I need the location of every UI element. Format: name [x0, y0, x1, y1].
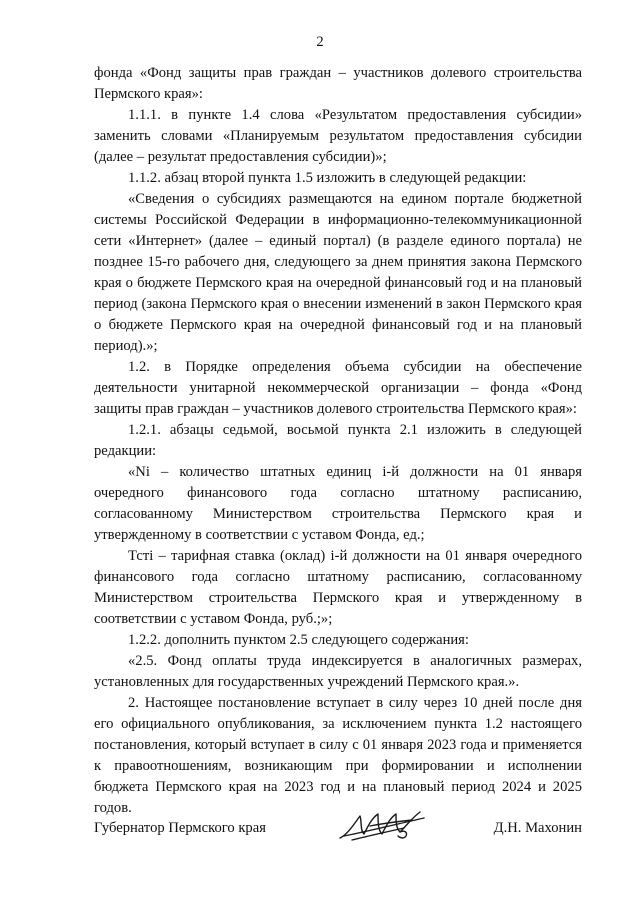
page-number: 2 [316, 34, 324, 50]
paragraph: «Ni – количество штатных единиц i-й должности на 01 января очередного финансового года согласно штатному расписанию, согласованному Министерством строительства Пермского края и утвержденному в соответствии с уставом Фонда, ед.; [94, 464, 582, 543]
paragraph: «Сведения о субсидиях размещаются на едином портале бюджетной системы Российской Федерации в информационно-телекоммуникационной сети «Интернет» (далее – единый портал) (в разделе единого портала) не позднее 15-го рабочего дня, следующего за днем принятия закона Пермского края о бюджете Пермского края на очередной финансовый год и на плановый период (закона Пермского края о внесении изменений в закон Пермского края о бюджете Пермского края на очередной финансовый год и на плановый период).»; [94, 191, 582, 354]
paragraph: 1.1.1. в пункте 1.4 слова «Результатом предоставления субсидии» заменить словами «Планируемым результатом предоставления субсидии (далее – результат предоставления субсидии)»; [94, 107, 582, 165]
paragraph: 1.1.2. абзац второй пункта 1.5 изложить в следующей редакции: [128, 170, 527, 186]
paragraph: «2.5. Фонд оплаты труда индексируется в аналогичных размерах, установленных для государственных учреждений Пермского края.». [94, 653, 582, 690]
signatory-position: Губернатор Пермского края [94, 820, 266, 836]
paragraph: 2. Настоящее постановление вступает в силу через 10 дней после дня его официального опубликования, за исключением пункта 1.2 настоящего постановления, который вступает в силу с 01 января 2023 года и применяется к правоотношениям, возникающим при формировании и исполнении бюджета Пермского края на 2023 год и на плановый период 2024 и 2025 годов. [94, 695, 582, 816]
handwritten-signature [334, 806, 430, 846]
paragraph: 1.2. в Порядке определения объема субсидии на обеспечение деятельности унитарной некоммерческой организации – фонда «Фонд защиты прав граждан – участников долевого строительства Пермского края»: [94, 359, 582, 417]
document-body [94, 63, 582, 819]
paragraph: Тсті – тарифная ставка (оклад) i-й должности на 01 января очередного финансового года согласно штатному расписанию, согласованному Министерством строительства Пермского края и утвержденному в соответствии с уставом Фонда, руб.;»; [94, 548, 582, 627]
signature-block [94, 818, 582, 844]
signatory-name: Д.Н. Махонин [493, 820, 582, 836]
paragraph: 1.2.1. абзацы седьмой, восьмой пункта 2.1 изложить в следующей редакции: [94, 422, 582, 459]
paragraph: 1.2.2. дополнить пунктом 2.5 следующего содержания: [128, 632, 469, 648]
paragraph: фонда «Фонд защиты прав граждан – участников долевого строительства Пермского края»: [94, 65, 582, 102]
